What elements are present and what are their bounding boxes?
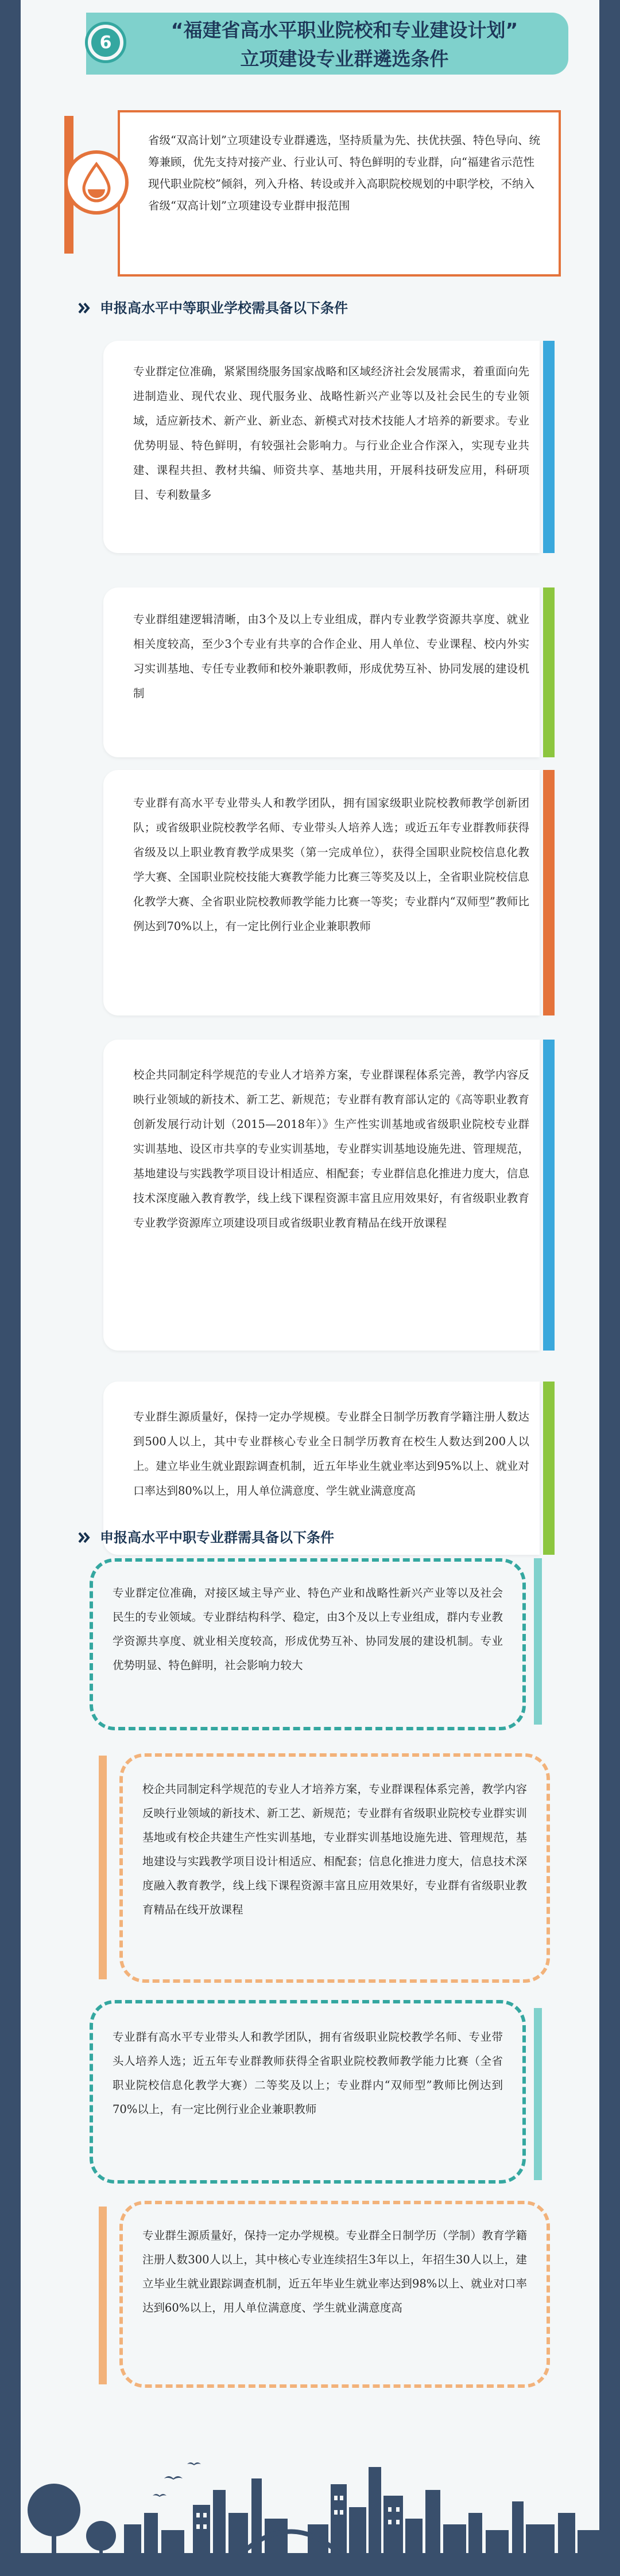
requirement-card bbox=[103, 1040, 540, 1351]
card-text: 专业群有高水平专业带头人和教学团队，拥有省级职业院校教学名师、专业带头人培养人选；近五年专业群教师获得全省职业院校教师教学能力比赛（全省职业院校信息化教学大赛）二等奖及以上；专业群内“双师型”教师比例达到70%以上，有一定比例行业企业兼职教师 bbox=[113, 2030, 503, 2116]
card-accent-bar bbox=[543, 770, 555, 1015]
requirement-card bbox=[103, 770, 540, 1015]
section-number: 6 bbox=[91, 28, 120, 57]
card-accent-strip bbox=[99, 2207, 107, 2384]
requirement-card-dashed bbox=[90, 2000, 526, 2184]
requirement-card-dashed bbox=[119, 1753, 550, 1983]
card-accent-bar bbox=[543, 1382, 555, 1555]
water-drop-icon bbox=[64, 150, 129, 215]
card-text: 校企共同制定科学规范的专业人才培养方案，专业群课程体系完善，教学内容反映行业领域的新技术、新工艺、新规范；专业群有省级职业院校专业群实训基地或有校企共建生产性实训基地，专业群实训基地设施先进、管理规范，基地建设与实践教学项目设计相适应、相配套；信息化推进力度大，信息技术深度融入教育教学，线上线下课程资源丰富且应用效果好，专业群有省级职业教育精品在线开放课程 bbox=[142, 1783, 527, 1916]
requirement-card bbox=[103, 341, 540, 553]
page-title-line1: “福建省高水平职业院校和专业建设计划” bbox=[170, 19, 518, 41]
card-accent-strip bbox=[534, 2008, 542, 2180]
requirement-card-dashed bbox=[90, 1558, 526, 1730]
card-text: 专业群有高水平专业带头人和教学团队，拥有国家级职业院校教师教学创新团队；或省级职业院校教学名师、专业带头人培养人选；或近五年专业群教师获得省级及以上职业教育教学成果奖（第一完成单位），获得全国职业院校信息化教学大赛、全国职业院校技能大赛教学能力比赛三等奖及以上，全省职业院校信息化教学大赛、全省职业院校教师教学能力比赛一等奖；专业群内“双师型”教师比例达到70%以上，有一定比例行业企业兼职教师 bbox=[133, 796, 529, 933]
card-text: 校企共同制定科学规范的专业人才培养方案，专业群课程体系完善，教学内容反映行业领域的新技术、新工艺、新规范；专业群有教育部认定的《高等职业教育创新发展行动计划（2015—2018年）》生产性实训基地或省级职业院校专业群实训基地、设区市共享的专业实训基地，专业群实训基地设施先进、管理规范，基地建设与实践教学项目设计相适应、相配套；专业群信息化推进力度大，信息技术深度融入教育教学，线上线下课程资源丰富且应用效果好，有省级职业教育专业教学资源库立项建设项目或省级职业教育精品在线开放课程 bbox=[133, 1068, 529, 1229]
page-title-line2: 立项建设专业群遴选条件 bbox=[240, 48, 449, 70]
city-skyline-illustration bbox=[21, 2456, 599, 2576]
chevrons-icon bbox=[77, 1530, 92, 1545]
section1-title: 申报高水平中等职业学校需具备以下条件 bbox=[100, 300, 348, 316]
section2-title: 申报高水平中职专业群需具备以下条件 bbox=[100, 1530, 334, 1546]
requirement-card bbox=[103, 587, 540, 757]
card-accent-strip bbox=[534, 1558, 542, 1725]
card-accent-bar bbox=[543, 1040, 555, 1351]
intro-text: 省级“双高计划”立项建设专业群遴选，坚持质量为先、扶优扶强、特色导向、统筹兼顾，优先支持对接产业、行业认可、特色鲜明的专业群，向“福建省示范性现代职业院校”倾斜，列入升格、转设或并入高职院校规划的中职学校，不纳入省级“双高计划”立项建设专业群申报范围 bbox=[148, 134, 540, 212]
card-accent-strip bbox=[99, 1756, 107, 1979]
card-text: 专业群定位准确，对接区域主导产业、特色产业和战略性新兴产业等以及社会民生的专业领域。专业群结构科学、稳定，由3个及以上专业组成，群内专业教学资源共享度、就业相关度较高，形成优势互补、协同发展的建设机制。专业优势明显、特色鲜明，社会影响力较大 bbox=[113, 1586, 503, 1672]
card-text: 专业群组建逻辑清晰，由3个及以上专业组成，群内专业教学资源共享度、就业相关度较高，至少3个专业有共享的合作企业、用人单位、专业课程、校内外实习实训基地、专任专业教师和校外兼职教师，形成优势互补、协同发展的建设机制 bbox=[133, 613, 529, 700]
card-text: 专业群定位准确，紧紧围绕服务国家战略和区域经济社会发展需求，着重面向先进制造业、现代农业、现代服务业、战略性新兴产业等以及社会民生的专业领域，适应新技术、新产业、新业态、新模式对技术技能人才培养的新要求。专业优势明显、特色鲜明，有较强社会影响力。与行业企业合作深入，实现专业共建、课程共担、教材共编、师资共享、基地共用，开展科技研发应用，科研项目、专利数量多 bbox=[133, 365, 529, 501]
card-accent-bar bbox=[543, 587, 555, 757]
card-text: 专业群生源质量好，保持一定办学规模。专业群全日制学历（学制）教育学籍注册人数300人以上，其中核心专业连续招生3年以上，年招生30人以上，建立毕业生就业跟踪调查机制，近五年毕业生就业率达到98%以上、就业对口率达到60%以上，用人单位满意度、学生就业满意度高 bbox=[142, 2229, 527, 2314]
card-text: 专业群生源质量好，保持一定办学规模。专业群全日制学历教育学籍注册人数达到500人以上，其中专业群核心专业全日制学历教育在校生人数达到200人以上。建立毕业生就业跟踪调查机制，近五年毕业生就业率达到95%以上、就业对口率达到80%以上，用人单位满意度、学生就业满意度高 bbox=[133, 1410, 529, 1497]
section-number-badge bbox=[85, 22, 126, 63]
page-title bbox=[138, 16, 551, 73]
card-accent-bar bbox=[543, 341, 555, 553]
chevrons-icon bbox=[77, 301, 92, 316]
requirement-card-dashed bbox=[119, 2201, 550, 2388]
